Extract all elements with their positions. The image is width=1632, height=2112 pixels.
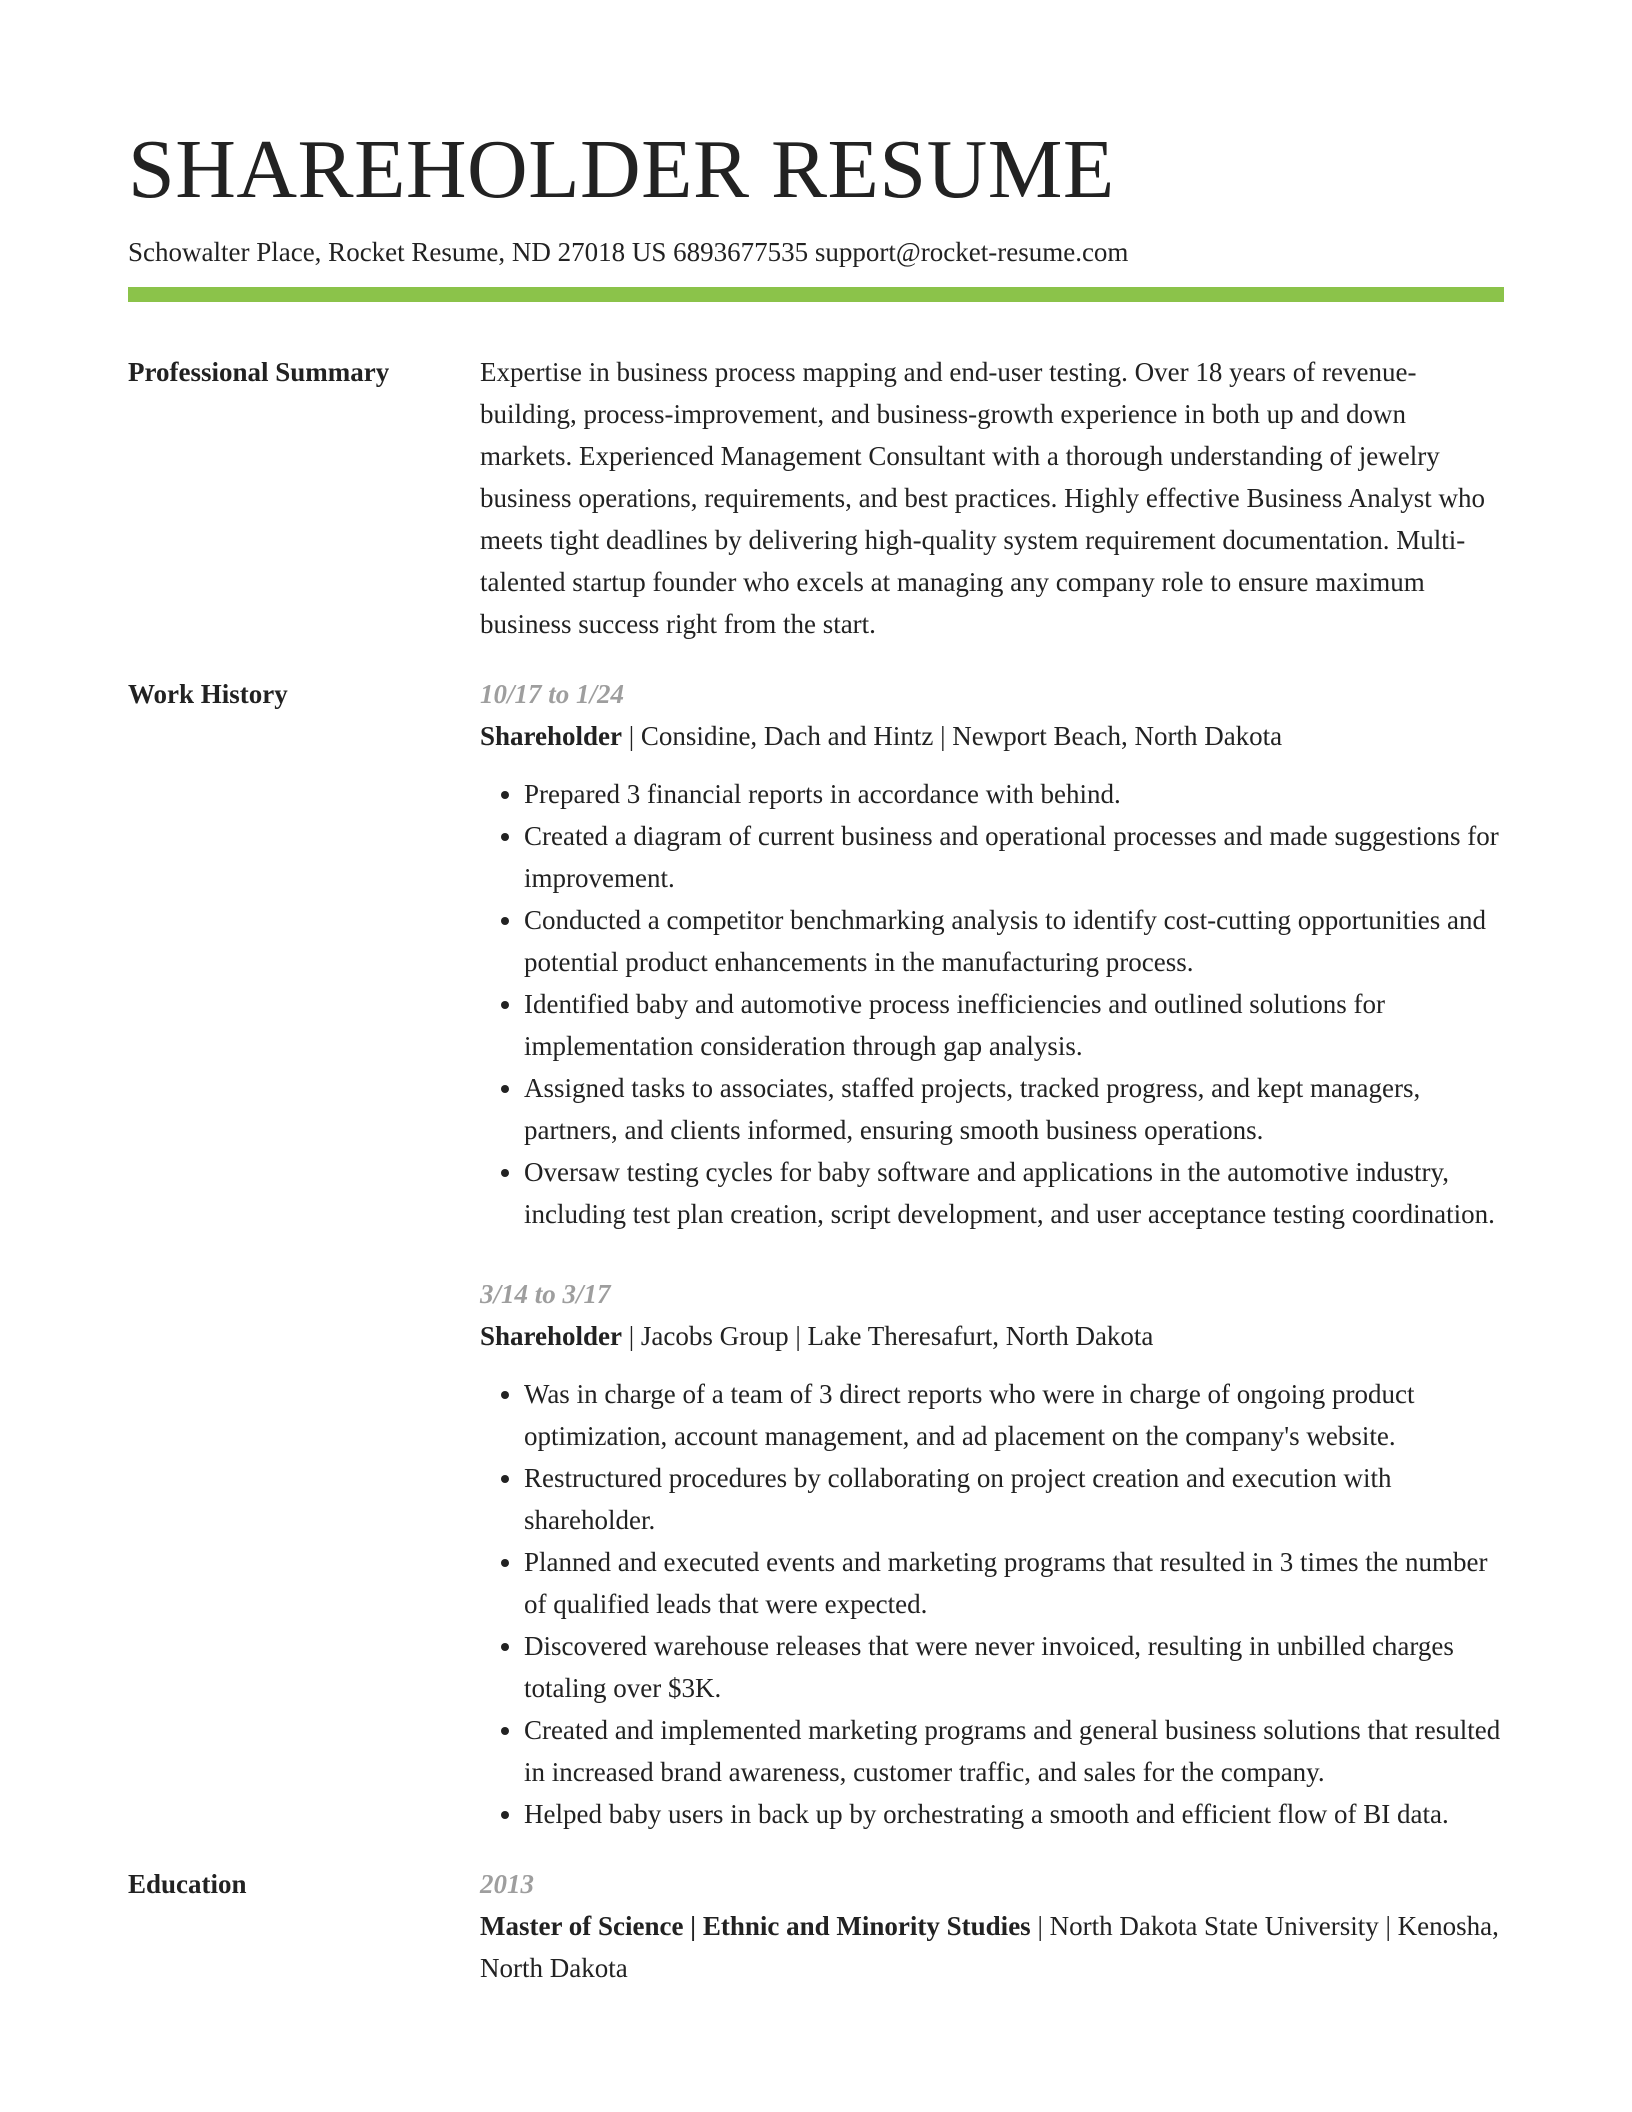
- job-entry: [480, 1273, 1504, 1835]
- list-item: • Conducted a competitor benchmarking analysis to identify cost-cutting opportunities and potential product enhancements in the manufacturing process.: [524, 899, 1504, 983]
- education-heading: [480, 1905, 1504, 1989]
- section-label-summary: Professional Summary: [128, 357, 390, 387]
- job-heading: [480, 715, 1504, 757]
- list-item: • Restructured procedures by collaborating on project creation and execution with shareholder.: [524, 1457, 1504, 1541]
- list-item: • Helped baby users in back up by orchestrating a smooth and efficient flow of BI data.: [524, 1793, 1504, 1835]
- resume-page: [128, 118, 1504, 1989]
- list-item: • Was in charge of a team of 3 direct reports who were in charge of ongoing product optimization, account management, and ad placement on the company's website.: [524, 1373, 1504, 1457]
- job-dates: 10/17 to 1/24: [480, 679, 625, 709]
- job-title: Shareholder: [480, 1321, 623, 1351]
- header-divider: [128, 287, 1504, 302]
- list-item: • Identified baby and automotive process inefficiencies and outlined solutions for implementation consideration through gap analysis.: [524, 983, 1504, 1067]
- list-item: • Created and implemented marketing programs and general business solutions that resulted in increased brand awareness, customer traffic, and sales for the company.: [524, 1709, 1504, 1793]
- list-item: • Oversaw testing cycles for baby software and applications in the automotive industry, including test plan creation, script development, and user acceptance testing coordination.: [524, 1151, 1504, 1235]
- job-dates: 3/14 to 3/17: [480, 1279, 611, 1309]
- work-entries: [480, 673, 1504, 1835]
- list-item: • Discovered warehouse releases that were never invoiced, resulting in unbilled charges totaling over $3K.: [524, 1625, 1504, 1709]
- section-label-work: Work History: [128, 679, 288, 709]
- education-entry: [480, 1863, 1504, 1989]
- list-item: • Planned and executed events and marketing programs that resulted in 3 times the number of qualified leads that were expected.: [524, 1541, 1504, 1625]
- list-item: • Prepared 3 financial reports in accordance with behind.: [524, 773, 1504, 815]
- section-work-history: [128, 673, 1504, 1835]
- education-year: 2013: [480, 1869, 534, 1899]
- section-label-education: Education: [128, 1869, 247, 1899]
- job-bullets: [480, 1373, 1504, 1835]
- contact-line: Schowalter Place, Rocket Resume, ND 27018 US 6893677535 support@rocket-resume.com: [128, 237, 1129, 267]
- job-details: | Considine, Dach and Hintz | Newport Beach, North Dakota: [622, 721, 1283, 751]
- list-item: • Created a diagram of current business and operational processes and made suggestions for improvement.: [524, 815, 1504, 899]
- job-entry: [480, 673, 1504, 1235]
- education-details: | North Dakota State University | Kenosha, North Dakota: [480, 1911, 1499, 1983]
- summary-text: Expertise in business process mapping and end-user testing. Over 18 years of revenue-building, process-improvement, and business-growth experience in both up and down markets. Experienced Management Consultant with a thorough understanding of jewelry business operations, requirements, and best practices. Highly effective Business Analyst who meets tight deadlines by delivering high-quality system requirement documentation. Multi-talented startup founder who excels at managing any company role to ensure maximum business success right from the start.: [480, 357, 1486, 639]
- section-education: [128, 1863, 1504, 1989]
- job-heading: [480, 1315, 1504, 1357]
- job-details: | Jacobs Group | Lake Theresafurt, North Dakota: [622, 1321, 1154, 1351]
- list-item: • Assigned tasks to associates, staffed projects, tracked progress, and kept managers, partners, and clients informed, ensuring smooth business operations.: [524, 1067, 1504, 1151]
- job-bullets: [480, 773, 1504, 1235]
- job-title: Shareholder: [480, 721, 623, 751]
- section-professional-summary: [128, 351, 1504, 645]
- resume-title: SHAREHOLDER RESUME: [128, 123, 1115, 216]
- education-degree: Master of Science | Ethnic and Minority Studies: [480, 1911, 1031, 1941]
